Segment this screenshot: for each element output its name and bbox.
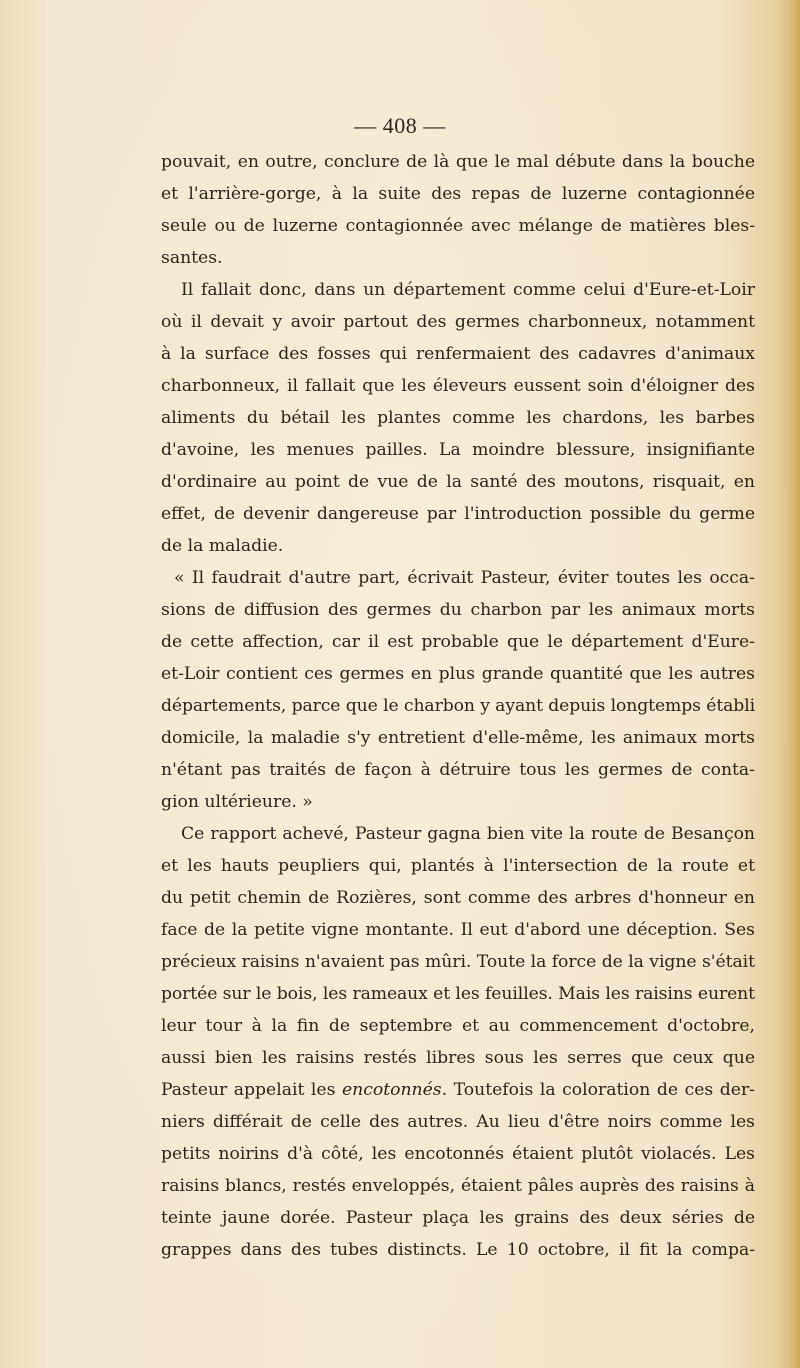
text-line: et l'arrière-gorge, à la suite des repas de luzerne contagionnée <box>161 184 755 204</box>
text-line: et les hauts peupliers qui, plantés à l'intersection de la route et <box>161 856 755 876</box>
text-line: niers différait de celle des autres. Au lieu d'être noirs comme les <box>161 1112 755 1132</box>
text-line: gion ultérieure. » <box>161 792 313 812</box>
text-line: n'étant pas traités de façon à détruire tous les germes de conta- <box>161 760 755 780</box>
text-line: du petit chemin de Rozières, sont comme des arbres d'honneur en <box>161 888 755 908</box>
text-line: « Il faudrait d'autre part, écrivait Pasteur, éviter toutes les occa- <box>174 568 755 588</box>
body-text <box>161 146 755 1266</box>
text-line: santes. <box>161 248 223 268</box>
text-line: charbonneux, il fallait que les éleveurs eussent soin d'éloigner des <box>161 376 755 396</box>
page-number: — 408 — <box>354 113 446 138</box>
text-line: aliments du bétail les plantes comme les chardons, les barbes <box>161 408 755 428</box>
text-line: Il fallait donc, dans un département comme celui d'Eure-et-Loir <box>181 280 755 300</box>
text-line: effet, de devenir dangereuse par l'introduction possible du germe <box>161 504 755 524</box>
text-line: Pasteur appelait les encotonnés. Toutefois la coloration de ces der- <box>161 1080 755 1100</box>
text-line: Ce rapport achevé, Pasteur gagna bien vite la route de Besançon <box>181 824 755 844</box>
text-line: leur tour à la fin de septembre et au commencement d'octobre, <box>161 1016 755 1036</box>
text-line: domicile, la maladie s'y entretient d'elle-même, les animaux morts <box>161 728 755 748</box>
text-line: de cette affection, car il est probable que le département d'Eure- <box>161 632 755 652</box>
text-line: seule ou de luzerne contagionnée avec mélange de matières bles- <box>161 216 755 236</box>
text-line: et-Loir contient ces germes en plus grande quantité que les autres <box>161 664 755 684</box>
text-line: départements, parce que le charbon y ayant depuis longtemps établi <box>161 696 755 716</box>
text-line: à la surface des fosses qui renfermaient des cadavres d'animaux <box>161 344 755 364</box>
text-line: d'avoine, les menues pailles. La moindre blessure, insignifiante <box>161 440 755 460</box>
text-line: portée sur le bois, les rameaux et les feuilles. Mais les raisins eurent <box>161 984 755 1004</box>
text-line: de la maladie. <box>161 536 284 556</box>
text-line: où il devait y avoir partout des germes charbonneux, notamment <box>161 312 755 332</box>
text-line: aussi bien les raisins restés libres sous les serres que ceux que <box>161 1048 755 1068</box>
text-line: pouvait, en outre, conclure de là que le mal débute dans la bouche <box>161 152 755 172</box>
text-line: précieux raisins n'avaient pas mûri. Toute la force de la vigne s'était <box>161 952 755 972</box>
text-line: face de la petite vigne montante. Il eut d'abord une déception. Ses <box>161 920 755 940</box>
page-edge-shadow <box>786 0 800 1368</box>
italic-word: encotonnés <box>342 1080 442 1100</box>
text-line: grappes dans des tubes distincts. Le 10 octobre, il fit la compa- <box>161 1240 755 1260</box>
text-line: teinte jaune dorée. Pasteur plaça les grains des deux séries de <box>161 1208 755 1228</box>
text-line: sions de diffusion des germes du charbon par les animaux morts <box>161 600 755 620</box>
text-line: d'ordinaire au point de vue de la santé des moutons, risquait, en <box>161 472 755 492</box>
text-line: petits noirins d'à côté, les encotonnés étaient plutôt violacés. Les <box>161 1144 755 1164</box>
text-line: raisins blancs, restés enveloppés, étaient pâles auprès des raisins à <box>161 1176 755 1196</box>
